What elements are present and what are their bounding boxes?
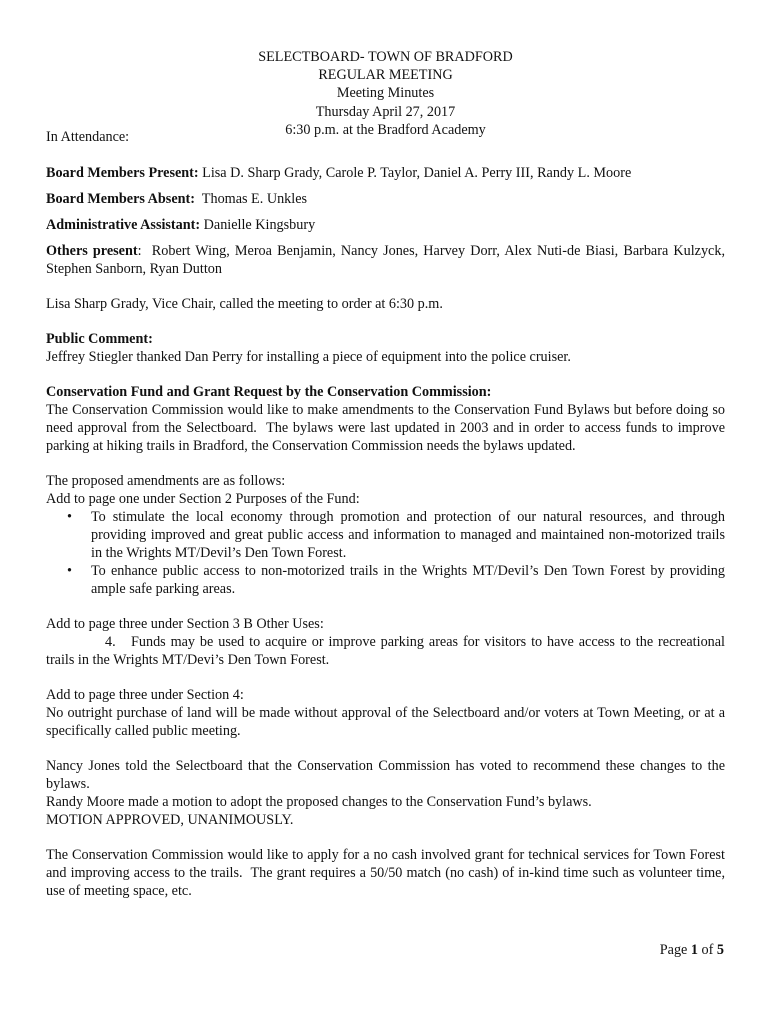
conservation-intro: The Conservation Commission would like to make amendments to the Conservation Fund Bylaws but before doing so need approval from the Selectboard. The bylaws were last updated in 2003 and in order to access funds to improve parking at hiking trails in Bradford, the Conservation Commission needs the bylaws updated.: [46, 402, 729, 455]
list-item-text: To stimulate the local economy through promotion and protection of our natural resources, and through providing improved and great public access and information to managed and maintained non-motorized trails in the Wrights MT/Devil’s Den Town Forest.: [91, 509, 725, 562]
nancy-jones-statement: Nancy Jones told the Selectboard that the Conservation Commission has voted to recommend these changes to the bylaws.: [46, 758, 725, 793]
board-present-line: [46, 164, 725, 182]
document-body: [46, 48, 729, 900]
admin-assistant-line: [46, 216, 725, 234]
others-present-line: [46, 242, 729, 278]
section3-heading: Add to page three under Section 3 B Other Uses:: [46, 616, 324, 633]
page-number-total: 5: [716, 942, 724, 958]
page-number-word: Page: [659, 942, 691, 958]
motion-text: Randy Moore made a motion to adopt the proposed changes to the Conservation Fund’s bylaws.: [46, 794, 592, 811]
header-date: Thursday April 27, 2017: [315, 103, 456, 120]
motion-result: MOTION APPROVED, UNANIMOUSLY.: [46, 812, 294, 829]
list-item: [67, 562, 725, 598]
board-present-label: Board Members Present:: [46, 165, 199, 182]
bullet-icon: •: [67, 563, 72, 580]
board-absent-line: [46, 190, 725, 208]
grant-request-text: The Conservation Commission would like to apply for a no cash involved grant for technical services for Town Forest and improving access to the trails. The grant requires a 50/50 match (no cash) of in-kind time such as volunteer time, use of meeting space, etc.: [46, 847, 729, 900]
section3-number: 4.: [105, 634, 116, 651]
section2-heading: Add to page one under Section 2 Purposes of the Fund:: [46, 491, 360, 508]
list-item: [67, 508, 725, 562]
call-to-order: Lisa Sharp Grady, Vice Chair, called the meeting to order at 6:30 p.m.: [46, 296, 443, 313]
section4-text: No outright purchase of land will be made without approval of the Selectboard and/or voters at Town Meeting, or at a specifically called public meeting.: [46, 705, 725, 740]
section3-item: [46, 633, 725, 669]
header-doc-type: Meeting Minutes: [336, 85, 435, 102]
public-comment-text: Jeffrey Stiegler thanked Dan Perry for installing a piece of equipment into the police cruiser.: [46, 349, 571, 366]
admin-assistant-value: Danielle Kingsbury: [200, 217, 316, 234]
others-present-label: Others present: [46, 243, 138, 260]
header-meeting-type: REGULAR MEETING: [318, 67, 453, 84]
amendments-list: [46, 508, 725, 598]
board-present-value: Lisa D. Sharp Grady, Carole P. Taylor, Daniel A. Perry III, Randy L. Moore: [198, 165, 632, 182]
document-header: [46, 48, 725, 139]
attendance-heading: In Attendance:: [46, 129, 130, 146]
page-number: [660, 941, 724, 959]
admin-assistant-label: Administrative Assistant:: [46, 217, 201, 234]
header-title: SELECTBOARD- TOWN OF BRADFORD: [258, 49, 513, 65]
others-present-value: : Robert Wing, Meroa Benjamin, Nancy Jones, Harvey Dorr, Alex Nuti-de Biasi, Barbara Kulzyck, Stephen Sanborn, Ryan Dutton: [46, 243, 729, 278]
section4-heading: Add to page three under Section 4:: [46, 687, 244, 704]
page-number-current: 1: [690, 942, 698, 958]
amendments-intro: The proposed amendments are as follows:: [46, 473, 286, 490]
board-absent-label: Board Members Absent:: [46, 191, 195, 208]
public-comment-heading: Public Comment:: [46, 331, 153, 348]
header-time-location: 6:30 p.m. at the Bradford Academy: [285, 121, 486, 138]
page-number-of: of: [697, 942, 717, 958]
board-absent-value: Thomas E. Unkles: [194, 191, 308, 208]
bullet-icon: •: [67, 509, 72, 526]
list-item-text: To enhance public access to non-motorized trails in the Wrights MT/Devil’s Den Town Forest by providing ample safe parking areas.: [91, 563, 725, 598]
section3-text: Funds may be used to acquire or improve parking areas for visitors to have access to the recreational trails in the Wrights MT/Devi’s Den Town Forest.: [46, 634, 725, 669]
conservation-heading: Conservation Fund and Grant Request by the Conservation Commission:: [46, 384, 492, 401]
